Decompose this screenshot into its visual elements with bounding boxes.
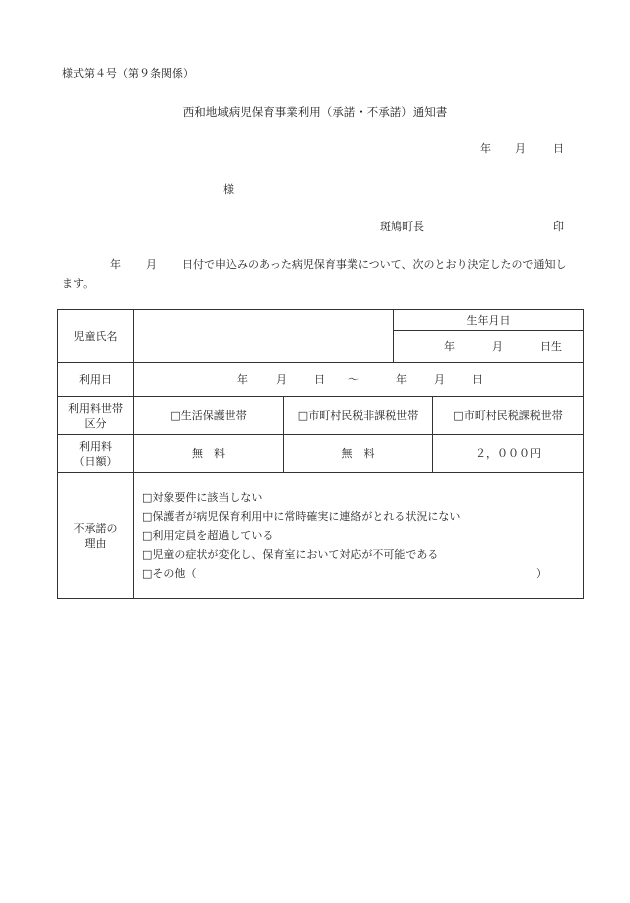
fee-nontaxable: 無 料 — [284, 435, 433, 473]
date-day-label: 日 — [553, 142, 564, 155]
reason-label — [58, 473, 134, 599]
dob-month: 月 — [492, 340, 503, 353]
usage-date-field[interactable] — [134, 363, 584, 397]
dob-year: 年 — [444, 340, 455, 353]
household-option-welfare[interactable]: □生活保護世帯 — [134, 397, 284, 435]
child-name-label: 児童氏名 — [58, 310, 134, 363]
fee-label — [58, 435, 134, 473]
seal-mark: 印 — [553, 220, 564, 233]
usage-tilde: ～ — [348, 373, 359, 386]
fee-taxable: ２，０００円 — [433, 435, 584, 473]
date-year-label: 年 — [480, 142, 491, 155]
reason-not-eligible[interactable]: □対象要件に該当しない — [142, 491, 263, 504]
fee-label-line1: 利用料 — [79, 439, 112, 453]
body-month: 月 — [146, 258, 157, 271]
fee-welfare: 無 料 — [134, 435, 284, 473]
date-month-label: 月 — [515, 142, 526, 155]
body-text-tail: 日付で申込みのあった病児保育事業について、次のとおり決定したので通知します。 — [62, 258, 567, 290]
reason-guardian-unreachable[interactable]: □保護者が病児保育利用中に常時確実に連絡がとれる状況にない — [142, 510, 461, 523]
body-paragraph — [62, 255, 574, 293]
dob-label: 生年月日 — [394, 310, 584, 331]
body-year: 年 — [110, 258, 121, 271]
issuer-name: 斑鳩町長 — [380, 220, 424, 233]
reason-other-close: ） — [536, 567, 547, 580]
reason-label-line1: 不承諾の — [73, 521, 118, 535]
usage-from-day: 日 — [314, 373, 325, 386]
household-label-line1: 利用料世帯 — [68, 401, 123, 415]
reason-list — [134, 473, 584, 599]
usage-date-label: 利用日 — [58, 363, 134, 397]
reason-other-label: □その他（ — [142, 567, 197, 580]
household-label — [58, 397, 134, 435]
reason-capacity-exceeded[interactable]: □利用定員を超過している — [142, 529, 274, 542]
reason-symptom-changed[interactable]: □児童の症状が変化し、保育室において対応が不可能である — [142, 548, 439, 561]
usage-to-day: 日 — [472, 373, 483, 386]
usage-from-year: 年 — [237, 373, 248, 386]
reason-other[interactable] — [142, 564, 583, 583]
dob-field[interactable] — [394, 331, 584, 363]
notification-table — [57, 309, 584, 599]
recipient-suffix: 様 — [223, 183, 234, 196]
reason-label-line2: 理由 — [84, 536, 107, 550]
child-name-field[interactable] — [134, 310, 394, 363]
usage-to-month: 月 — [434, 373, 445, 386]
household-label-line2: 区分 — [84, 416, 107, 430]
usage-to-year: 年 — [396, 373, 407, 386]
fee-label-line2: （日額） — [73, 454, 118, 468]
household-option-nontaxable[interactable]: □市町村民税非課税世帯 — [284, 397, 433, 435]
form-number: 様式第４号（第９条関係） — [62, 67, 194, 80]
dob-day: 日生 — [540, 340, 562, 353]
usage-from-month: 月 — [276, 373, 287, 386]
household-option-taxable[interactable]: □市町村民税課税世帯 — [433, 397, 584, 435]
document-title: 西和地域病児保育事業利用（承諾・不承諾）通知書 — [182, 105, 448, 119]
